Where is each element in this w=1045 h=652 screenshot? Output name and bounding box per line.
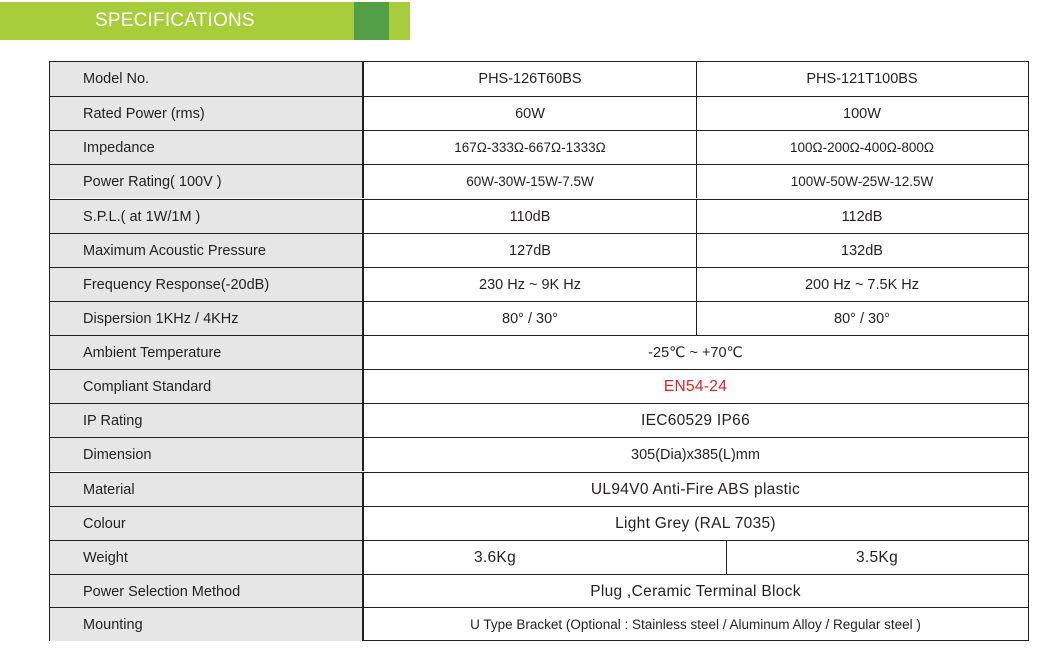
table-row-mounting xyxy=(50,607,1028,641)
row-value-model-2: 100Ω-200Ω-400Ω-800Ω xyxy=(790,140,934,155)
row-value-model-2: 100W xyxy=(843,105,881,122)
table-row-dispersion xyxy=(50,301,1028,335)
table-row-colour xyxy=(50,506,1028,540)
row-value: -25℃ ~ +70℃ xyxy=(648,344,743,361)
specifications-table xyxy=(49,61,1029,641)
row-label: Model No. xyxy=(50,62,364,96)
row-label: Dispersion 1KHz / 4KHz xyxy=(50,302,364,335)
table-row-ambient-temperature xyxy=(50,335,1028,369)
table-row-impedance xyxy=(50,130,1028,164)
row-value-model-2: 100W-50W-25W-12.5W xyxy=(790,174,934,189)
row-label: Maximum Acoustic Pressure xyxy=(50,234,364,267)
row-label: Weight xyxy=(50,541,364,574)
row-label: Impedance xyxy=(50,131,364,164)
row-value-model-2: 200 Hz ~ 7.5K Hz xyxy=(804,276,920,293)
table-row-compliant-standard xyxy=(50,369,1028,403)
table-row-model-no xyxy=(50,62,1028,96)
table-row-ip-rating xyxy=(50,403,1028,437)
table-row-weight xyxy=(50,540,1028,574)
row-value-model-2: PHS-121T100BS xyxy=(806,71,918,87)
table-row-power-rating xyxy=(50,164,1028,198)
row-label: Colour xyxy=(50,507,364,540)
row-value-model-1: PHS-126T60BS xyxy=(364,62,697,96)
row-label: Rated Power (rms) xyxy=(50,97,364,130)
row-value-model-2: 132dB xyxy=(841,242,883,259)
row-label: Compliant Standard xyxy=(50,370,364,403)
row-value: IEC60529 IP66 xyxy=(640,411,751,429)
row-label: Power Selection Method xyxy=(50,575,364,608)
row-value: 305(Dia)x385(L)mm xyxy=(631,446,760,463)
table-row-rated-power xyxy=(50,96,1028,130)
row-value-model-1: 60W-30W-15W-7.5W xyxy=(364,165,697,198)
row-label: Material xyxy=(50,473,364,506)
row-value-model-2: 3.5Kg xyxy=(855,548,898,566)
table-row-power-selection-method xyxy=(50,574,1028,608)
row-value: Light Grey (RAL 7035) xyxy=(615,514,776,532)
row-label: Frequency Response(-20dB) xyxy=(50,268,364,301)
table-row-frequency-response xyxy=(50,267,1028,301)
row-value-model-1: 127dB xyxy=(364,234,697,267)
row-value-model-1: 110dB xyxy=(364,200,697,233)
row-value-model-2: 112dB xyxy=(841,208,883,225)
section-header-bar xyxy=(0,2,410,40)
row-value: Plug ,Ceramic Terminal Block xyxy=(590,582,801,600)
table-row-spl xyxy=(50,199,1028,233)
table-row-dimension xyxy=(50,437,1028,471)
row-value: U Type Bracket (Optional : Stainless steel / Aluminum Alloy / Regular steel ) xyxy=(470,617,921,632)
row-value: UL94V0 Anti-Fire ABS plastic xyxy=(590,480,801,498)
row-label: Dimension xyxy=(50,438,364,471)
row-label: S.P.L.( at 1W/1M ) xyxy=(50,200,364,233)
row-value-model-1: 60W xyxy=(364,97,697,130)
header-accent-block xyxy=(354,2,389,40)
table-row-max-acoustic-pressure xyxy=(50,233,1028,267)
compliance-standard-value: EN54-24 xyxy=(663,377,728,395)
section-title: SPECIFICATIONS xyxy=(95,10,255,31)
row-label: Mounting xyxy=(50,608,364,641)
row-value-model-1: 167Ω-333Ω-667Ω-1333Ω xyxy=(364,131,697,164)
row-value-model-1: 80° / 30° xyxy=(364,302,697,335)
row-value-model-1: 230 Hz ~ 9K Hz xyxy=(364,268,697,301)
row-label: IP Rating xyxy=(50,404,364,437)
row-value-model-1: 3.6Kg xyxy=(364,541,727,574)
table-row-material xyxy=(50,472,1028,506)
row-label: Power Rating( 100V ) xyxy=(50,165,364,198)
row-value-model-2: 80° / 30° xyxy=(834,310,890,327)
row-label: Ambient Temperature xyxy=(50,336,364,369)
